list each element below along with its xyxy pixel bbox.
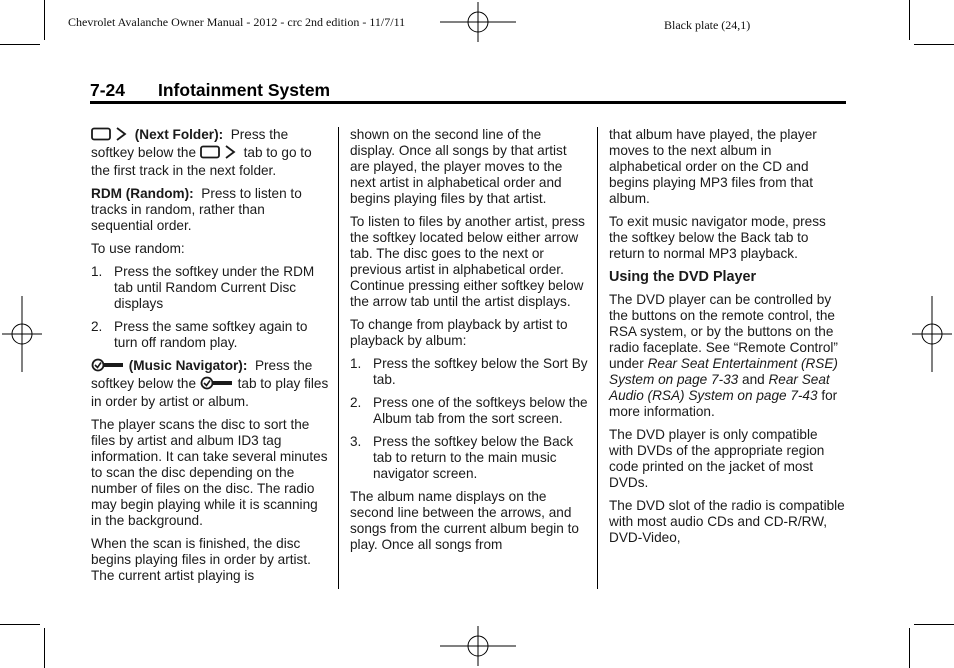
list-number: 2. [350,395,362,410]
column-divider [597,127,598,589]
dvd-control-text: The DVD player can be controlled by the buttons on the remote control, the RSA system, or by the buttons on the radio faceplate. See “Remote Control” under [609,292,838,371]
list-text: Press the softkey below the Back tab to return to the main music navigator screen. [373,434,574,481]
column-divider [338,127,339,589]
registration-mark-bottom [440,626,516,666]
folder-next-icon [91,127,131,145]
crop-mark [914,624,954,625]
music-navigator-text-a: Press the softkey below the [91,358,313,391]
list-item [350,356,588,388]
registration-mark-right [912,296,952,372]
music-navigator-text-b: tab to play files in order by artist or album. [91,376,329,409]
artist-display-paragraph: shown on the second line of the display. Once all songs by that artist are played, the player moves to the next artist in alphabetical order and begins playing files by that artist. [350,127,567,206]
use-random-paragraph: To use random: [91,241,185,256]
and-text: and [742,372,765,387]
crop-mark [909,628,910,668]
list-number: 3. [350,434,362,449]
change-playback-paragraph: To change from playback by artist to playback by album: [350,317,568,348]
list-item [91,264,329,312]
crop-mark [0,44,40,45]
rdm-label: RDM (Random): [91,186,194,201]
list-number: 2. [91,319,103,334]
registration-mark-top [440,2,516,42]
dvd-compat-paragraph: The DVD player is only compatible with DVDs of the appropriate region code printed on the jacket of most DVDs. [609,427,825,490]
list-text: Press the same softkey again to turn off random play. [114,319,308,350]
crop-mark [909,0,910,40]
column-3 [609,127,845,553]
dvd-slot-paragraph: The DVD slot of the radio is compatible with most audio CDs and CD-R/RW, DVD-Video, [609,498,845,545]
music-navigator-paragraph [91,358,329,410]
scan-finished-paragraph: When the scan is finished, the disc begins playing files in order by artist. The current artist playing is [91,536,311,583]
page-number: 7-24 [90,80,126,100]
registration-mark-left [2,296,42,372]
another-artist-paragraph: To listen to files by another artist, press the softkey located below either arrow tab. The disc goes to the next or previous artist in alphabetical order. Continue pressing either softkey below the arrow tab until the artist displays. [350,214,585,309]
list-number: 1. [350,356,362,371]
exit-navigator-paragraph: To exit music navigator mode, press the softkey below the Back tab to return to normal MP3 playback. [609,214,826,261]
next-folder-text-a: Press the softkey below the [91,127,289,160]
next-folder-paragraph [91,127,329,179]
rdm-text: Press to listen to tracks in random, rather than sequential order. [91,186,302,233]
next-folder-label: (Next Folder): [134,127,224,142]
column-2 [350,127,588,560]
crop-mark [44,628,45,668]
crop-mark [0,624,40,625]
rdm-paragraph [91,186,329,234]
album-name-paragraph: The album name displays on the second line between the arrows, and songs from the current album begin to play. Once all songs from [350,489,579,552]
dvd-player-heading: Using the DVD Player [609,269,757,285]
music-navigator-icon [200,376,234,394]
page-title [90,80,330,101]
section-title: Infotainment System [158,80,331,100]
music-navigator-icon [91,358,125,376]
list-number: 1. [91,264,103,279]
list-text: Press the softkey under the RDM tab until Random Current Disc displays [114,264,315,311]
list-item [91,319,329,351]
column-1 [91,127,329,591]
list-item [350,434,588,482]
list-text: Press the softkey below the Sort By tab. [373,356,588,387]
rse-system-link[interactable]: Rear Seat Entertainment (RSE) System on page 7-33 [609,356,838,387]
folder-next-icon [200,145,240,163]
more-info-text: for more information. [609,388,838,419]
dvd-control-paragraph [609,292,845,420]
list-item [350,395,588,427]
black-plate-label: Black plate (24,1) [664,18,751,32]
next-folder-text-b: tab to go to the first track in the next folder. [91,145,312,178]
crop-mark [44,0,45,40]
scan-paragraph: The player scans the disc to sort the files by artist and album ID3 tag information. It can take several minutes to scan the disc depending on the number of files on the disc. The radio may begin playing while it is scanning in the background. [91,417,328,528]
title-rule [90,101,846,104]
rsa-system-link[interactable]: Rear Seat Audio (RSA) System on page 7-43 [609,372,830,403]
list-text: Press one of the softkeys below the Album tab from the sort screen. [373,395,588,426]
album-played-paragraph: that album have played, the player moves to the next album in alphabetical order on the CD and begins playing MP3 files from that album. [609,127,817,206]
manual-title: Chevrolet Avalanche Owner Manual - 2012 - crc 2nd edition - 11/7/11 [68,15,406,29]
crop-mark [914,44,954,45]
music-navigator-label: (Music Navigator): [128,358,248,373]
